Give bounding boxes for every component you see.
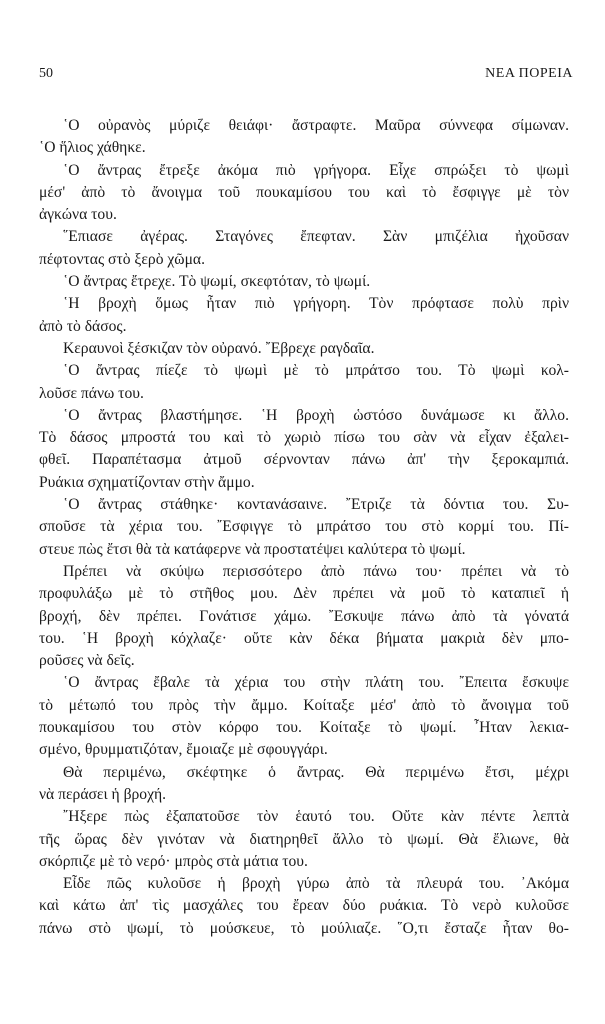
paragraph — [39, 561, 569, 672]
text-line: σποῦσε τὰ χέρια του. ῎Εσφιγγε τὸ μπράτσο του στὸ κορμί του. Πί- — [39, 518, 569, 536]
paragraph — [39, 360, 569, 405]
text-line: ῾Η βροχὴ ὅμως ἦταν πιὸ γρήγορη. Τὸν πρόφτασε πολὺ πρὶν — [63, 295, 569, 313]
text-line: σμένο, θρυμματιζόταν, ἔμοιαζε μὲ σφουγγάρι. — [39, 741, 328, 759]
text-line: ῞Επιασε ἀγέρας. Σταγόνες ἔπεφταν. Σὰν μπιζέλια ἠχοῦσαν — [63, 228, 569, 246]
text-line: Θὰ περιμένω, σκέφτηκε ὁ ἄντρας. Θὰ περιμένω ἔτσι, μέχρι — [63, 763, 569, 781]
text-line: του. ῾Η βροχὴ κόχλαζε· οὔτε κὰν δέκα βήματα μακριὰ δὲν μπο- — [39, 629, 569, 647]
text-line: ῾Ο ἄντρας στάθηκε· κοντανάσαινε. ῎Ετριζε τὰ δόντια του. Συ- — [63, 496, 569, 514]
paragraph — [39, 806, 569, 873]
text-line: καὶ κάτω ἀπ' τὶς μασχάλες του ἔρεαν δύο ρυάκια. Τὸ νερὸ κυλοῦσε — [39, 897, 569, 915]
text-line: λοῦσε πάνω του. — [39, 384, 144, 402]
text-line: προφυλάξω μὲ τὸ στῆθος μου. Δὲν πρέπει νὰ μοῦ τὸ καταπιεῖ ἡ — [39, 585, 569, 603]
paragraph — [39, 293, 569, 338]
paragraph — [39, 115, 569, 160]
paragraph — [39, 160, 569, 227]
paragraph — [39, 873, 569, 940]
text-line: ῾Ο ἄντρας ἔβαλε τὰ χέρια του στὴν πλάτη του. ῎Επειτα ἔσκυψε — [63, 674, 569, 692]
paragraph — [39, 494, 569, 561]
text-line: πέφτοντας στὸ ξερὸ χῶμα. — [39, 250, 206, 268]
text-line: ῾Ο οὐρανὸς μύριζε θειάφι· ἄστραφτε. Μαῦρα σύννεφα σίμωναν. — [63, 117, 569, 134]
text-line: πουκαμίσου του στὸν κόρφο του. Κοίταξε τὸ ψωμί. ῏Ηταν λεκια- — [39, 719, 569, 737]
text-line: ἀγκώνα του. — [39, 206, 117, 224]
text-line: σκόρπιζε μὲ τὸ νερό· μπρὸς στὰ μάτια του. — [39, 852, 308, 870]
body-text — [39, 115, 569, 940]
page-header — [39, 66, 573, 84]
text-line: φθεῖ. Παραπέτασμα ἀτμοῦ σέρνονταν πάνω ἀπ' τὴν ξεροκαμπιά. — [39, 451, 569, 469]
text-line: ῾Ο ἥλιος χάθηκε. — [39, 139, 146, 157]
text-line: ῾Ο ἄντρας πίεζε τὸ ψωμὶ μὲ τὸ μπράτσο του. Τὸ ψωμὶ κολ- — [63, 362, 569, 380]
text-line: τῆς ὥρας δὲν γινόταν νὰ διατηρηθεῖ ἄλλο τὸ ψωμί. Θὰ ἔλιωνε, θὰ — [39, 830, 569, 848]
text-line: τὸ μέτωπό του πρὸς τὴν ἄμμο. Κοίταξε μέσ' ἀπὸ τὸ ἄνοιγμα τοῦ — [39, 696, 569, 714]
text-line: ῾Ο ἄντρας ἔτρεχε. Τὸ ψωμί, σκεφτόταν, τὸ ψωμί. — [63, 273, 371, 291]
text-line: Πρέπει νὰ σκύψω περισσότερο ἀπὸ πάνω του· πρέπει νὰ τὸ — [63, 562, 569, 580]
paragraph — [39, 672, 569, 761]
text-line: Τὸ δάσος μπροστά του καὶ τὸ χωριὸ πίσω του σὰν νὰ εἶχαν ἐξαλει- — [39, 429, 569, 447]
running-head: ΝΕΑ ΠΟΡΕΙΑ — [485, 66, 573, 81]
paragraph — [39, 271, 569, 293]
paragraph — [39, 405, 569, 494]
text-line: μέσ' ἀπὸ τὸ ἄνοιγμα τοῦ πουκαμίσου του καὶ τὸ ἔσφιγγε μὲ τὸν — [39, 183, 569, 201]
text-line: ῾Ο ἄντρας βλαστήμησε. ῾Η βροχὴ ὡστόσο δυνάμωσε κι ἄλλο. — [63, 406, 569, 424]
text-line: ῾Ο ἄντρας ἔτρεξε ἀκόμα πιὸ γρήγορα. Εἶχε σπρώξει τὸ ψωμὶ — [63, 161, 569, 179]
text-line: Κεραυνοὶ ξέσκιζαν τὸν οὐρανό. ῎Εβρεχε ραγδαῖα. — [63, 339, 375, 357]
text-line: ἀπὸ τὸ δάσος. — [39, 317, 127, 335]
paragraph — [39, 762, 569, 807]
text-line: Εἶδε πῶς κυλοῦσε ἡ βροχὴ γύρω ἀπὸ τὰ πλευρά του. ᾿Ακόμα — [63, 875, 569, 893]
page-number: 50 — [39, 66, 53, 81]
text-line: βροχή, δὲν πρέπει. Γονάτισε χάμω. ῎Εσκυψε πάνω ἀπὸ τὰ γόνατά — [39, 607, 569, 625]
text-line: Ρυάκια σχηματίζονταν στὴν ἄμμο. — [39, 473, 255, 491]
text-line: ροῦσες νὰ δεῖς. — [39, 652, 135, 670]
text-line: στευε πὼς ἔτσι θὰ τὰ κατάφερνε νὰ προστατέψει καλύτερα τὸ ψωμί. — [39, 540, 466, 558]
text-line: νὰ περάσει ἡ βροχή. — [39, 785, 167, 803]
text-line: πάνω στὸ ψωμί, τὸ μούσκευε, τὸ μούλιαζε. ῞Ο,τι ἔσταζε ἦταν θο- — [39, 919, 569, 937]
text-line: ῎Ηξερε πὼς ἐξαπατοῦσε τὸν ἑαυτό του. Οὔτε κὰν πέντε λεπτὰ — [63, 808, 569, 826]
paragraph — [39, 338, 569, 360]
paragraph — [39, 226, 569, 271]
